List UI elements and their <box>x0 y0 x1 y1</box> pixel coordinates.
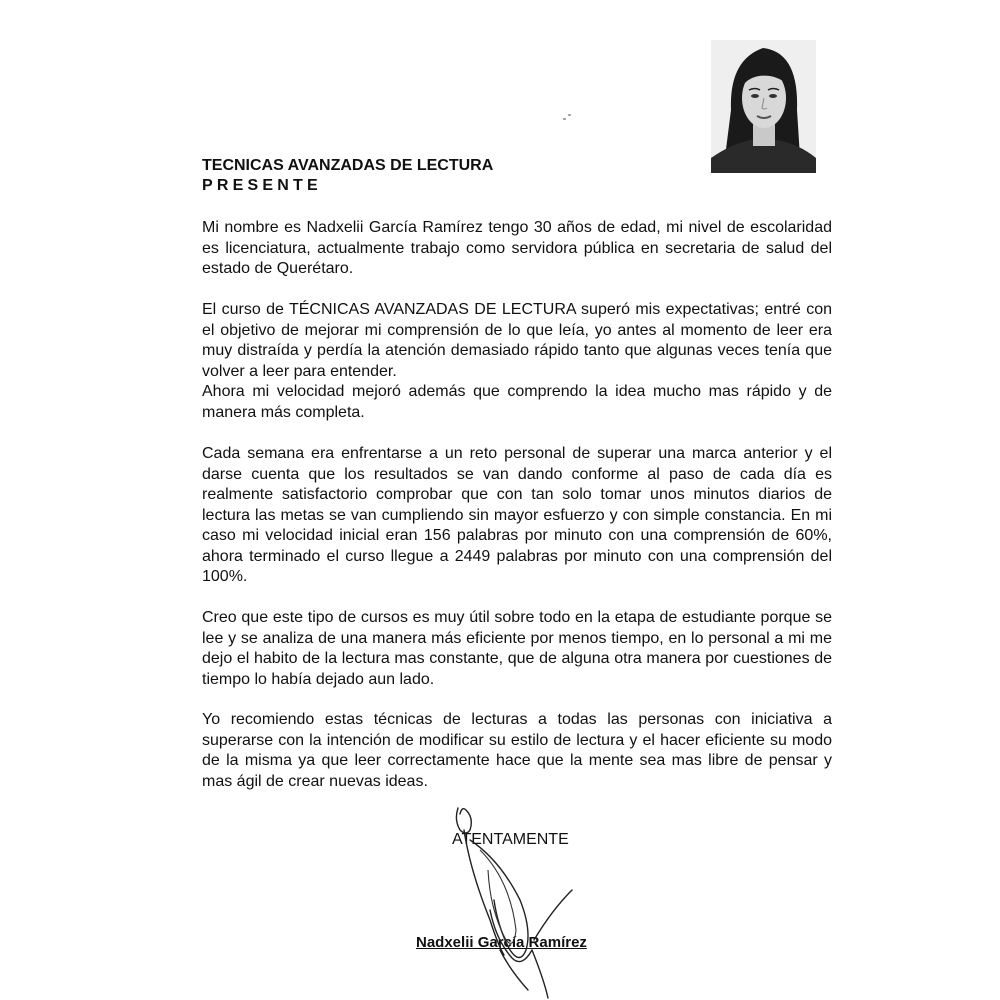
paragraph-recommendation: Yo recomiendo estas técnicas de lecturas a todas las personas con iniciativa a superarse con la intención de modificar su estilo de lectura y el hacer eficiente su modo de la misma ya que leer correctamente hace que la mente sea mas libre de pensar y mas ágil de crear nuevas ideas. <box>202 711 832 790</box>
scan-speck <box>563 118 566 120</box>
scan-speck <box>568 114 571 116</box>
signer-name: Nadxelii García Ramírez <box>416 934 587 951</box>
paragraph-course-experience: El curso de TÉCNICAS AVANZADAS DE LECTURA superó mis expectativas; entré con el objetivo de mejorar mi comprensión de lo que leía, yo antes al momento de leer era muy distraída y perdía la atención demasiado rápido tanto que algunas veces tenía que volver a leer para entender. Ahora mi velocidad mejoró además que comprendo la idea mucho mas rápido y de manera más completa. <box>202 301 832 421</box>
closing-salutation: ATENTAMENTE <box>452 831 569 848</box>
paragraph-introduction: Mi nombre es Nadxelii García Ramírez tengo 30 años de edad, mi nivel de escolaridad es licenciatura, actualmente trabajo como servidora pública en secretaria de salud del estado de Querétaro. <box>202 219 832 277</box>
paragraph-opinion: Creo que este tipo de cursos es muy útil sobre todo en la etapa de estudiante porque se lee y se analiza de una manera más eficiente por menos tiempo, en lo personal a mi me dejo el habito de la lectura mas constante, que de alguna otra manera por cuestiones de tiempo lo había dejado aun lado. <box>202 609 832 688</box>
paragraph-results: Cada semana era enfrentarse a un reto personal de superar una marca anterior y el darse cuenta que los resultados se van dando conforme al paso de cada día es realmente satisfactorio comprobar que con tan solo tomar unos minutos diarios de lectura las metas se van cumpliendo sin mayor esfuerzo y con simple constancia. En mi caso mi velocidad inicial eran 156 palabras por minuto con una comprensión de 60%, ahora terminado el curso llegue a 2449 palabras por minuto con una comprensión del 100%. <box>202 445 832 585</box>
letter-title: TECNICAS AVANZADAS DE LECTURA <box>202 157 494 174</box>
portrait-photo <box>711 40 816 173</box>
letter-subtitle: PRESENTE <box>202 177 322 194</box>
